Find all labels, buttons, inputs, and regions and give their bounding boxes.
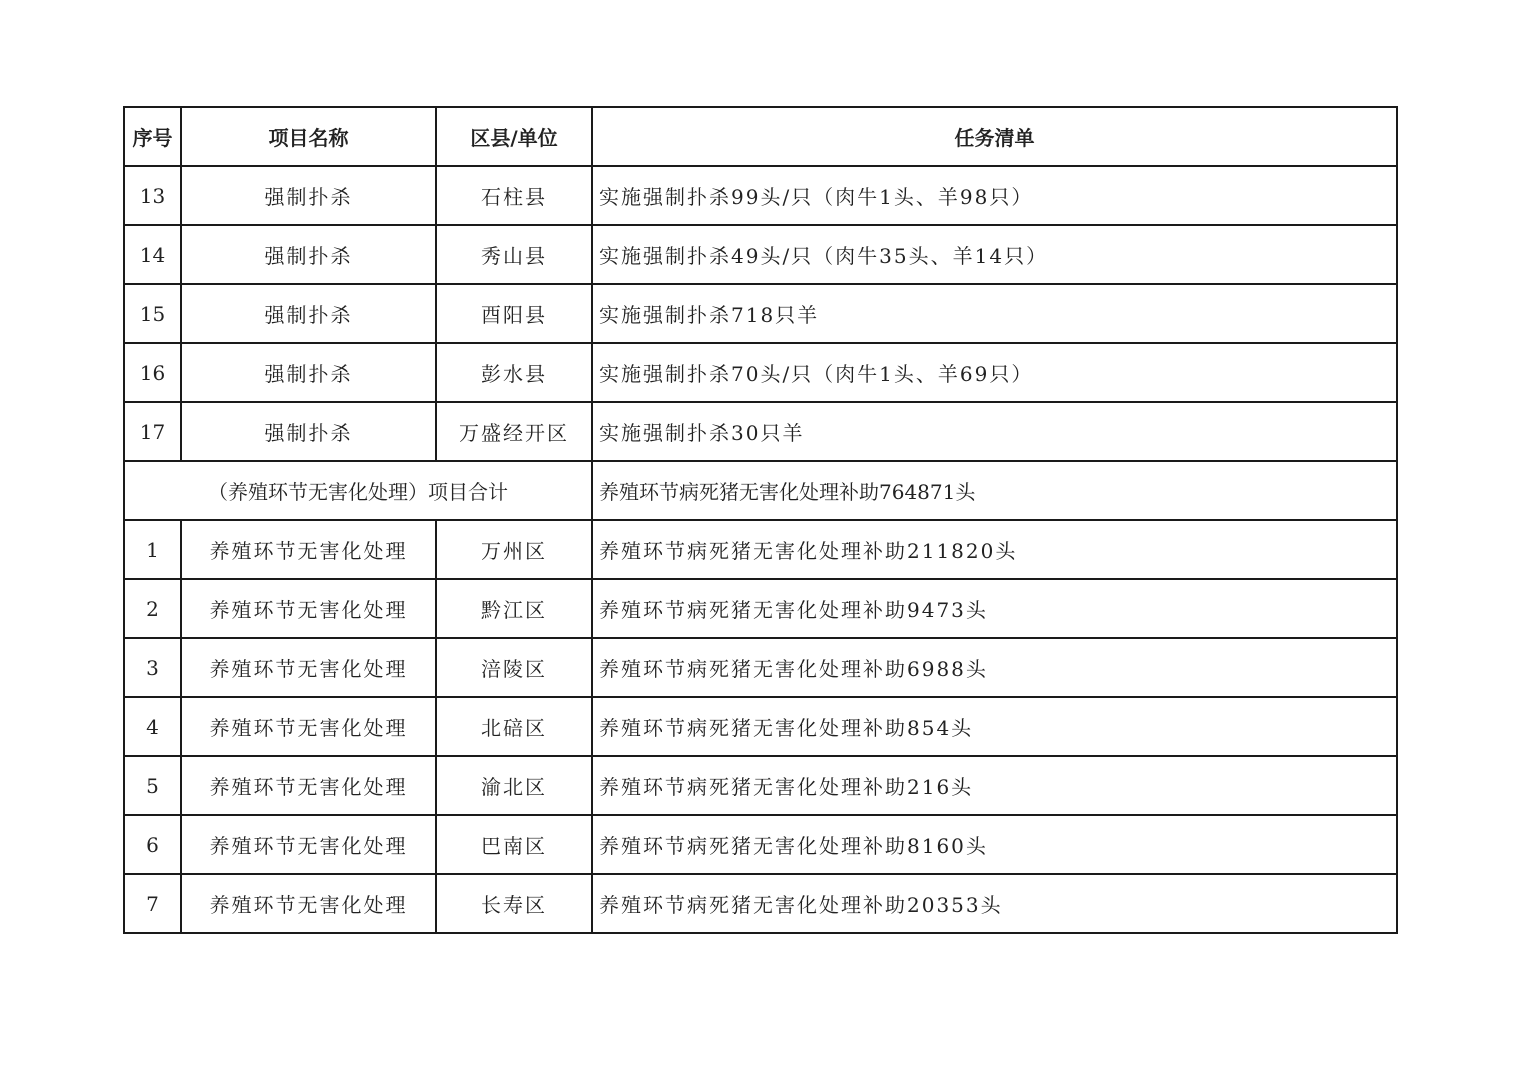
cell-district: 黔江区 (436, 579, 592, 638)
task-table (123, 106, 1398, 934)
table-row (124, 638, 1397, 697)
cell-project: 强制扑杀 (181, 225, 436, 284)
table-row (124, 874, 1397, 933)
cell-seq: 5 (124, 756, 181, 815)
header-seq: 序号 (124, 107, 181, 166)
cell-task: 养殖环节病死猪无害化处理补助211820头 (592, 520, 1397, 579)
cell-project: 养殖环节无害化处理 (181, 815, 436, 874)
cell-district: 石柱县 (436, 166, 592, 225)
table-row (124, 815, 1397, 874)
cell-project: 养殖环节无害化处理 (181, 874, 436, 933)
cell-seq: 2 (124, 579, 181, 638)
cell-project: 强制扑杀 (181, 284, 436, 343)
subtotal-task: 养殖环节病死猪无害化处理补助764871头 (592, 461, 1397, 520)
cell-task: 养殖环节病死猪无害化处理补助20353头 (592, 874, 1397, 933)
header-task: 任务清单 (592, 107, 1397, 166)
cell-district: 万盛经开区 (436, 402, 592, 461)
cell-project: 强制扑杀 (181, 166, 436, 225)
cell-seq: 17 (124, 402, 181, 461)
table-row (124, 284, 1397, 343)
cell-district: 涪陵区 (436, 638, 592, 697)
cell-task: 养殖环节病死猪无害化处理补助8160头 (592, 815, 1397, 874)
cell-project: 养殖环节无害化处理 (181, 520, 436, 579)
cell-project: 养殖环节无害化处理 (181, 579, 436, 638)
cell-district: 渝北区 (436, 756, 592, 815)
header-project: 项目名称 (181, 107, 436, 166)
cell-seq: 1 (124, 520, 181, 579)
header-district: 区县/单位 (436, 107, 592, 166)
cell-task: 实施强制扑杀99头/只（肉牛1头、羊98只） (592, 166, 1397, 225)
cell-task: 实施强制扑杀30只羊 (592, 402, 1397, 461)
table-row (124, 756, 1397, 815)
cell-district: 巴南区 (436, 815, 592, 874)
cell-task: 养殖环节病死猪无害化处理补助9473头 (592, 579, 1397, 638)
table-row (124, 225, 1397, 284)
cell-project: 养殖环节无害化处理 (181, 638, 436, 697)
subtotal-row (124, 461, 1397, 520)
table-row (124, 343, 1397, 402)
cell-district: 北碚区 (436, 697, 592, 756)
cell-project: 养殖环节无害化处理 (181, 697, 436, 756)
table-row (124, 697, 1397, 756)
cell-district: 酉阳县 (436, 284, 592, 343)
header-row (124, 107, 1397, 166)
cell-task: 实施强制扑杀718只羊 (592, 284, 1397, 343)
cell-district: 长寿区 (436, 874, 592, 933)
table-row (124, 520, 1397, 579)
cell-task: 实施强制扑杀49头/只（肉牛35头、羊14只） (592, 225, 1397, 284)
cell-seq: 6 (124, 815, 181, 874)
cell-district: 秀山县 (436, 225, 592, 284)
table-row (124, 579, 1397, 638)
table-row (124, 402, 1397, 461)
cell-seq: 4 (124, 697, 181, 756)
cell-task: 养殖环节病死猪无害化处理补助216头 (592, 756, 1397, 815)
cell-seq: 14 (124, 225, 181, 284)
cell-task: 养殖环节病死猪无害化处理补助854头 (592, 697, 1397, 756)
cell-seq: 3 (124, 638, 181, 697)
cell-seq: 7 (124, 874, 181, 933)
cell-seq: 15 (124, 284, 181, 343)
subtotal-label: （养殖环节无害化处理）项目合计 (124, 461, 592, 520)
cell-district: 万州区 (436, 520, 592, 579)
cell-seq: 16 (124, 343, 181, 402)
cell-task: 实施强制扑杀70头/只（肉牛1头、羊69只） (592, 343, 1397, 402)
cell-project: 强制扑杀 (181, 402, 436, 461)
cell-project: 强制扑杀 (181, 343, 436, 402)
table-row (124, 166, 1397, 225)
cell-task: 养殖环节病死猪无害化处理补助6988头 (592, 638, 1397, 697)
cell-project: 养殖环节无害化处理 (181, 756, 436, 815)
cell-district: 彭水县 (436, 343, 592, 402)
cell-seq: 13 (124, 166, 181, 225)
